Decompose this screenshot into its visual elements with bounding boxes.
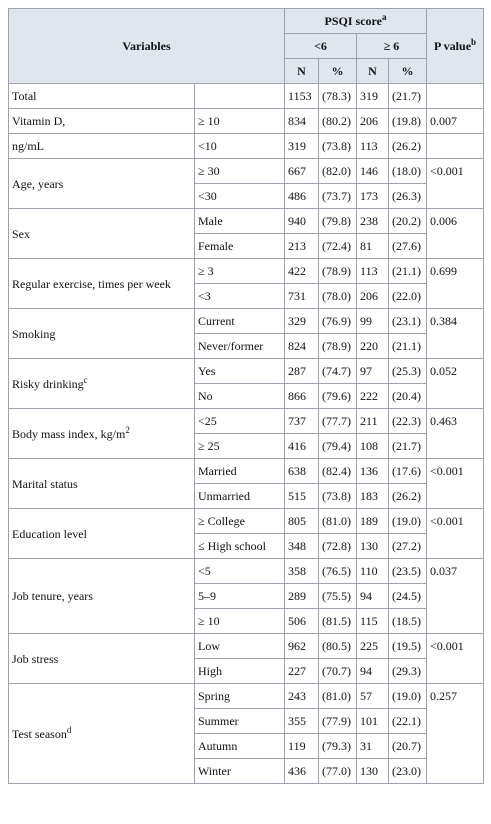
pct-ge6-cell: (22.3) — [389, 409, 427, 434]
pct-lt6-cell: (82.0) — [319, 159, 357, 184]
p-value-cell: <0.001 — [427, 459, 484, 509]
pct-ge6-cell: (21.7) — [389, 84, 427, 109]
p-value-cell: 0.006 — [427, 209, 484, 259]
pct-lt6-cell: (79.8) — [319, 209, 357, 234]
category-cell: ≥ 30 — [195, 159, 285, 184]
pct-ge6-cell: (23.0) — [389, 759, 427, 784]
n-lt6-cell: 422 — [285, 259, 319, 284]
category-cell: Unmarried — [195, 484, 285, 509]
category-cell: ≥ 3 — [195, 259, 285, 284]
n-ge6-cell: 94 — [357, 584, 389, 609]
pct-lt6-cell: (78.9) — [319, 334, 357, 359]
n-ge6-cell: 97 — [357, 359, 389, 384]
category-cell: <25 — [195, 409, 285, 434]
pct-ge6-cell: (18.5) — [389, 609, 427, 634]
pct-ge6-cell: (21.7) — [389, 434, 427, 459]
category-cell: ≥ 10 — [195, 109, 285, 134]
pct-ge6-cell: (25.3) — [389, 359, 427, 384]
n-lt6-cell: 506 — [285, 609, 319, 634]
pct-lt6-cell: (80.2) — [319, 109, 357, 134]
p-value-cell — [427, 134, 484, 159]
pct-lt6-cell: (73.8) — [319, 134, 357, 159]
n-ge6-cell: 189 — [357, 509, 389, 534]
n-ge6-cell: 206 — [357, 284, 389, 309]
pct-lt6-cell: (80.5) — [319, 634, 357, 659]
p-value-cell: 0.007 — [427, 109, 484, 134]
n-lt6-cell: 319 — [285, 134, 319, 159]
pct-lt6-cell: (76.9) — [319, 309, 357, 334]
n-lt6-cell: 737 — [285, 409, 319, 434]
category-cell: No — [195, 384, 285, 409]
variable-label: Body mass index, $kg/m^2$ — [9, 409, 195, 459]
variable-label: Education level — [9, 509, 195, 559]
variable-label: Test season$^d$ — [9, 684, 195, 784]
n-ge6-cell: 146 — [357, 159, 389, 184]
variable-label: ng/mL — [9, 134, 195, 159]
n-lt6-cell: 834 — [285, 109, 319, 134]
pct-ge6-cell: (19.0) — [389, 509, 427, 534]
pct-lt6-cell: (78.9) — [319, 259, 357, 284]
n-lt6-cell: 962 — [285, 634, 319, 659]
pct-lt6-cell: (75.5) — [319, 584, 357, 609]
category-cell: Never/former — [195, 334, 285, 359]
category-cell: Current — [195, 309, 285, 334]
pct-ge6-cell: (27.2) — [389, 534, 427, 559]
table-row — [9, 159, 484, 184]
n-header-lt6: N — [285, 59, 319, 84]
pct-ge6-cell: (17.6) — [389, 459, 427, 484]
table-row — [9, 209, 484, 234]
n-lt6-cell: 486 — [285, 184, 319, 209]
variable-label: Regular exercise, times per week — [9, 259, 195, 309]
n-lt6-cell: 287 — [285, 359, 319, 384]
pct-lt6-cell: (72.4) — [319, 234, 357, 259]
category-cell: Married — [195, 459, 285, 484]
psqi-score-header: PSQI score$^a$ — [285, 9, 427, 34]
table-row — [9, 309, 484, 334]
table-row — [9, 634, 484, 659]
variable-label: Smoking — [9, 309, 195, 359]
n-lt6-cell: 515 — [285, 484, 319, 509]
category-cell: High — [195, 659, 285, 684]
pct-ge6-cell: (22.1) — [389, 709, 427, 734]
category-cell: Low — [195, 634, 285, 659]
n-ge6-cell: 130 — [357, 534, 389, 559]
n-lt6-cell: 638 — [285, 459, 319, 484]
category-cell: Male — [195, 209, 285, 234]
variable-label: Total — [9, 84, 195, 109]
pct-lt6-cell: (77.7) — [319, 409, 357, 434]
pct-lt6-cell: (70.7) — [319, 659, 357, 684]
n-ge6-cell: 31 — [357, 734, 389, 759]
pct-header-lt6: % — [319, 59, 357, 84]
n-lt6-cell: 243 — [285, 684, 319, 709]
pct-lt6-cell: (81.5) — [319, 609, 357, 634]
n-lt6-cell: 329 — [285, 309, 319, 334]
p-value-cell: <0.001 — [427, 159, 484, 209]
p-value-cell: 0.257 — [427, 684, 484, 784]
pct-lt6-cell: (74.7) — [319, 359, 357, 384]
lt6-header: <6 — [285, 34, 357, 59]
n-lt6-cell: 731 — [285, 284, 319, 309]
n-ge6-cell: 211 — [357, 409, 389, 434]
category-cell: 5–9 — [195, 584, 285, 609]
pct-ge6-cell: (23.1) — [389, 309, 427, 334]
n-lt6-cell: 289 — [285, 584, 319, 609]
variable-label: Marital status — [9, 459, 195, 509]
pct-ge6-cell: (20.2) — [389, 209, 427, 234]
category-cell: ≥ 25 — [195, 434, 285, 459]
category-cell: Female — [195, 234, 285, 259]
p-value-cell: 0.699 — [427, 259, 484, 309]
variable-label: Job stress — [9, 634, 195, 684]
variable-label: Job tenure, years — [9, 559, 195, 634]
p-value-header: P value$^b$ — [427, 9, 484, 84]
n-lt6-cell: 667 — [285, 159, 319, 184]
category-cell: Yes — [195, 359, 285, 384]
p-value-cell: 0.052 — [427, 359, 484, 409]
pct-ge6-cell: (27.6) — [389, 234, 427, 259]
variable-label: Age, years — [9, 159, 195, 209]
variable-label: Vitamin D, — [9, 109, 195, 134]
category-cell: <3 — [195, 284, 285, 309]
p-value-cell: 0.384 — [427, 309, 484, 359]
pct-lt6-cell: (78.3) — [319, 84, 357, 109]
n-ge6-cell: 99 — [357, 309, 389, 334]
pct-lt6-cell: (73.7) — [319, 184, 357, 209]
p-value-cell — [427, 84, 484, 109]
variables-header: Variables — [9, 9, 285, 84]
n-ge6-cell: 108 — [357, 434, 389, 459]
n-ge6-cell: 115 — [357, 609, 389, 634]
n-lt6-cell: 358 — [285, 559, 319, 584]
pct-lt6-cell: (81.0) — [319, 509, 357, 534]
pct-lt6-cell: (79.3) — [319, 734, 357, 759]
category-cell: Spring — [195, 684, 285, 709]
pct-ge6-cell: (26.2) — [389, 134, 427, 159]
p-value-cell: 0.463 — [427, 409, 484, 459]
pct-ge6-cell: (18.0) — [389, 159, 427, 184]
n-ge6-cell: 222 — [357, 384, 389, 409]
pct-ge6-cell: (19.5) — [389, 634, 427, 659]
n-ge6-cell: 81 — [357, 234, 389, 259]
pct-ge6-cell: (20.7) — [389, 734, 427, 759]
n-header-ge6: N — [357, 59, 389, 84]
ge6-header: ≥ 6 — [357, 34, 427, 59]
pct-ge6-cell: (21.1) — [389, 259, 427, 284]
pct-ge6-cell: (24.5) — [389, 584, 427, 609]
pct-lt6-cell: (77.9) — [319, 709, 357, 734]
pct-ge6-cell: (23.5) — [389, 559, 427, 584]
p-value-cell: 0.037 — [427, 559, 484, 634]
n-ge6-cell: 183 — [357, 484, 389, 509]
pct-lt6-cell: (81.0) — [319, 684, 357, 709]
pct-ge6-cell: (19.8) — [389, 109, 427, 134]
n-lt6-cell: 805 — [285, 509, 319, 534]
pct-lt6-cell: (73.8) — [319, 484, 357, 509]
category-cell: Winter — [195, 759, 285, 784]
category-cell: <5 — [195, 559, 285, 584]
pct-ge6-cell: (26.2) — [389, 484, 427, 509]
table-row — [9, 134, 484, 159]
psqi-table — [8, 8, 484, 784]
n-lt6-cell: 213 — [285, 234, 319, 259]
category-cell — [195, 84, 285, 109]
table-row — [9, 259, 484, 284]
n-lt6-cell: 436 — [285, 759, 319, 784]
table-row — [9, 684, 484, 709]
variable-label: Risky drinking$^c$ — [9, 359, 195, 409]
n-ge6-cell: 136 — [357, 459, 389, 484]
n-ge6-cell: 101 — [357, 709, 389, 734]
pct-ge6-cell: (20.4) — [389, 384, 427, 409]
pct-lt6-cell: (72.8) — [319, 534, 357, 559]
pct-header-ge6: % — [389, 59, 427, 84]
table-row — [9, 509, 484, 534]
category-cell: ≥ College — [195, 509, 285, 534]
category-cell: Autumn — [195, 734, 285, 759]
category-cell: <30 — [195, 184, 285, 209]
n-ge6-cell: 113 — [357, 134, 389, 159]
n-lt6-cell: 824 — [285, 334, 319, 359]
n-ge6-cell: 238 — [357, 209, 389, 234]
table-body — [9, 84, 484, 784]
n-lt6-cell: 348 — [285, 534, 319, 559]
pct-lt6-cell: (82.4) — [319, 459, 357, 484]
pct-ge6-cell: (19.0) — [389, 684, 427, 709]
table-row — [9, 359, 484, 384]
table-row — [9, 559, 484, 584]
n-ge6-cell: 173 — [357, 184, 389, 209]
pct-ge6-cell: (21.1) — [389, 334, 427, 359]
pct-lt6-cell: (77.0) — [319, 759, 357, 784]
n-ge6-cell: 319 — [357, 84, 389, 109]
n-ge6-cell: 57 — [357, 684, 389, 709]
n-lt6-cell: 1153 — [285, 84, 319, 109]
category-cell: ≤ High school — [195, 534, 285, 559]
category-cell: <10 — [195, 134, 285, 159]
n-lt6-cell: 355 — [285, 709, 319, 734]
n-ge6-cell: 130 — [357, 759, 389, 784]
n-ge6-cell: 220 — [357, 334, 389, 359]
pct-ge6-cell: (22.0) — [389, 284, 427, 309]
n-ge6-cell: 113 — [357, 259, 389, 284]
n-ge6-cell: 206 — [357, 109, 389, 134]
category-cell: ≥ 10 — [195, 609, 285, 634]
pct-lt6-cell: (78.0) — [319, 284, 357, 309]
p-value-cell: <0.001 — [427, 634, 484, 684]
table-header — [9, 9, 484, 84]
pct-lt6-cell: (79.4) — [319, 434, 357, 459]
n-lt6-cell: 940 — [285, 209, 319, 234]
n-ge6-cell: 225 — [357, 634, 389, 659]
n-ge6-cell: 110 — [357, 559, 389, 584]
n-ge6-cell: 94 — [357, 659, 389, 684]
pct-lt6-cell: (79.6) — [319, 384, 357, 409]
table-row — [9, 459, 484, 484]
variable-label: Sex — [9, 209, 195, 259]
table-row — [9, 409, 484, 434]
n-lt6-cell: 119 — [285, 734, 319, 759]
p-value-cell: <0.001 — [427, 509, 484, 559]
table-row — [9, 84, 484, 109]
pct-ge6-cell: (29.3) — [389, 659, 427, 684]
n-lt6-cell: 416 — [285, 434, 319, 459]
n-lt6-cell: 866 — [285, 384, 319, 409]
category-cell: Summer — [195, 709, 285, 734]
pct-ge6-cell: (26.3) — [389, 184, 427, 209]
n-lt6-cell: 227 — [285, 659, 319, 684]
table-row — [9, 109, 484, 134]
pct-lt6-cell: (76.5) — [319, 559, 357, 584]
